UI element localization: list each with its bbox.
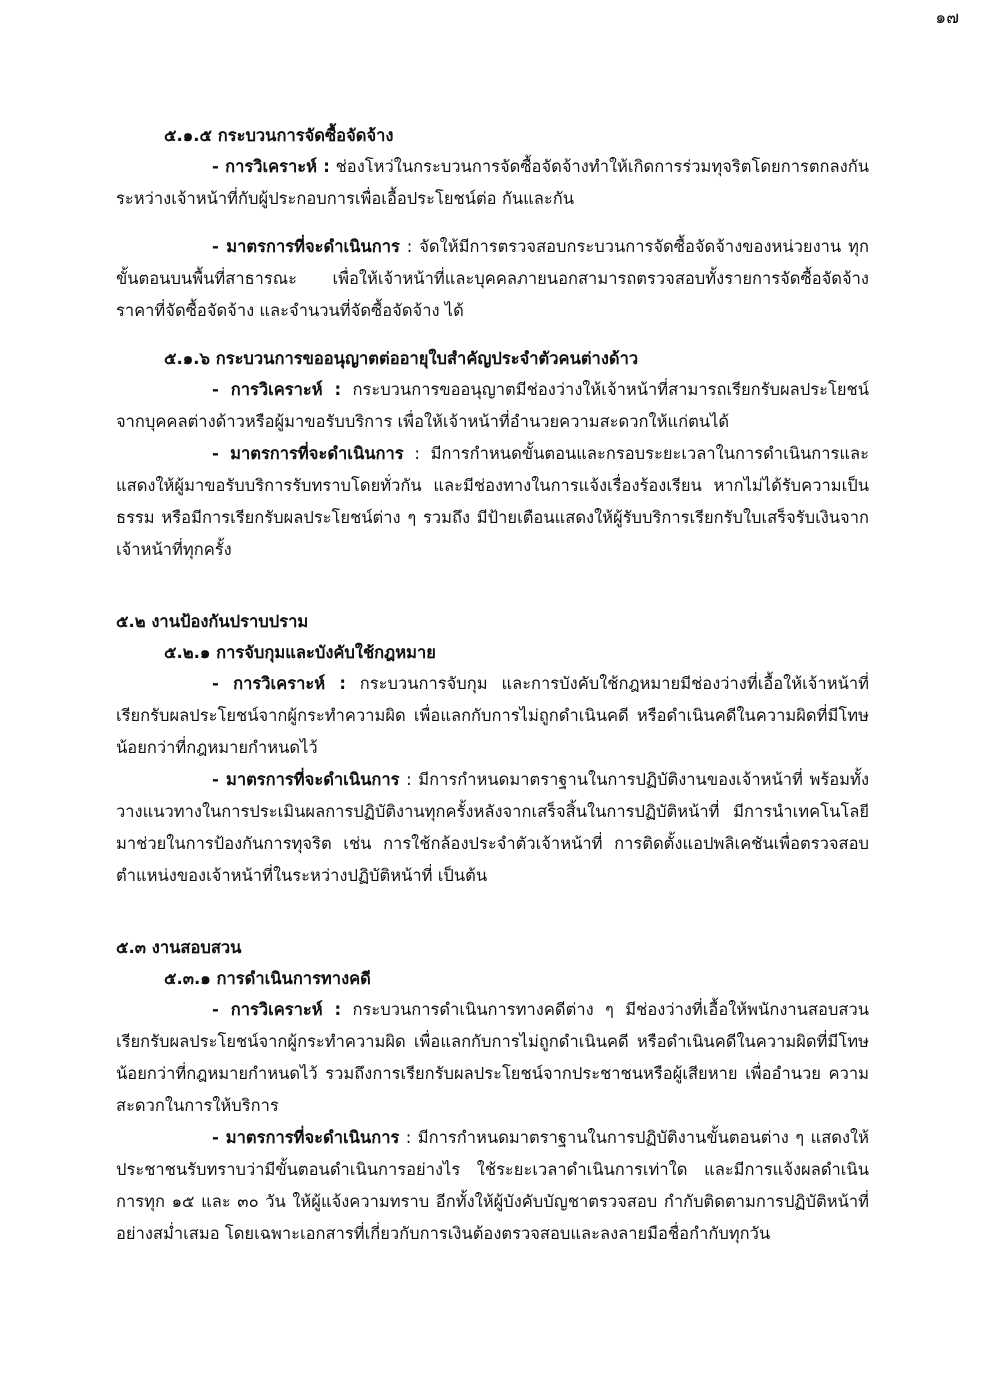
measure-text: : มีการกำหนดมาตราฐานในการปฏิบัติงานขั้นตอนต่าง ๆ แสดงให้ประชาชนรับทราบว่ามีขั้นตอนดำเนินการอย่างไร ใช้ระยะเวลาดำเนินการเท่าใด และมีการแจ้งผลดำเนินการทุก ๑๕ และ ๓๐ วัน ให้ผู้แจ้งความทราบ อีกทั้งให้ผู้บังคับบัญชาตรวจสอบ กำกับติดตามการปฏิบัติหน้าที่อย่างสม่ำเสมอ โดยเฉพาะเอกสารที่เกี่ยวกับการเงินต้องตรวจสอบและลงลายมือชื่อกำกับทุกวัน (116, 1128, 869, 1243)
analysis-text: กระบวนการดำเนินการทางคดีต่าง ๆ มีช่องว่างที่เอื้อให้พนักงานสอบสวนเรียกรับผลประโยชน์จากผู้กระทำความผิด เพื่อแลกกับการไม่ถูกดำเนินคดี หรือดำเนินคดีในความผิดที่มีโทษน้อยกว่าที่กฎหมายกำหนดไว้ รวมถึงการเรียกรับผลประโยชน์จากประชาชนหรือผู้เสียหาย เพื่ออำนวย ความสะดวกในการให้บริการ (116, 1000, 869, 1115)
measure-label: - มาตรการที่จะดำเนินการ (212, 237, 400, 256)
heading-5-3: ๕.๓ งานสอบสวน (116, 938, 242, 957)
analysis-label: - การวิเคราะห์ : (212, 157, 330, 176)
measure-text: : จัดให้มีการตรวจสอบกระบวนการจัดซื้อจัดจ้างของหน่วยงาน ทุกขั้นตอนบนพื้นที่สาธารณะ เพื่อให้เจ้าหน้าที่และบุคคลภายนอกสามารถตรวจสอบทั้งรายการจัดซื้อจัดจ้าง ราคาที่จัดซื้อจัดจ้าง และจำนวนที่จัดซื้อจัดจ้าง ได้ (116, 237, 869, 320)
analysis-text: ช่องโหว่ในกระบวนการจัดซื้อจัดจ้างทำให้เกิดการร่วมทุจริตโดยการตกลงกันระหว่างเจ้าหน้าที่กับผู้ประกอบการเพื่อเอื้อประโยชน์ต่อ กันและกัน (116, 157, 869, 208)
analysis-label: - การวิเคราะห์ : (212, 674, 346, 693)
measure-label: - มาตรการที่จะดำเนินการ (212, 444, 404, 463)
heading-5-3-1: ๕.๓.๑ การดำเนินการทางคดี (164, 969, 371, 988)
measure-label: - มาตรการที่จะดำเนินการ (212, 770, 400, 789)
measure-paragraph (116, 438, 869, 566)
heading-5-2-1: ๕.๒.๑ การจับกุมและบังคับใช้กฎหมาย (164, 643, 436, 662)
measure-paragraph (116, 764, 869, 892)
analysis-paragraph (116, 668, 869, 764)
heading-5-1-6: ๕.๑.๖ กระบวนการขออนุญาตต่ออายุใบสำคัญประจำตัวคนต่างด้าว (164, 349, 639, 368)
heading-5-2: ๕.๒ งานป้องกันปราบปราม (116, 612, 309, 631)
document-body (116, 120, 869, 1250)
analysis-paragraph (116, 994, 869, 1122)
analysis-paragraph (116, 374, 869, 438)
measure-label: - มาตรการที่จะดำเนินการ (212, 1128, 400, 1147)
analysis-label: - การวิเคราะห์ : (212, 380, 342, 399)
analysis-label: - การวิเคราะห์ : (212, 1000, 342, 1019)
analysis-text: กระบวนการจับกุม และการบังคับใช้กฎหมายมีช่องว่างที่เอื้อให้เจ้าหน้าที่ เรียกรับผลประโยชน์จากผู้กระทำความผิด เพื่อแลกกับการไม่ถูกดำเนินคดี หรือดำเนินคดีในความผิดที่มีโทษน้อยกว่าที่กฎหมายกำหนดไว้ (116, 674, 869, 757)
analysis-paragraph (116, 151, 869, 215)
page-number: ๑๗ (935, 8, 959, 28)
analysis-text: กระบวนการขออนุญาตมีช่องว่างให้เจ้าหน้าที่สามารถเรียกรับผลประโยชน์ จากบุคคลต่างด้าวหรือผู้มาขอรับบริการ เพื่อให้เจ้าหน้าที่อำนวยความสะดวกให้แก่ตนได้ (116, 380, 869, 431)
measure-text: : มีการกำหนดขั้นตอนและกรอบระยะเวลาในการดำเนินการและแสดงให้ผู้มาขอรับบริการรับทราบโดยทั่วกัน และมีช่องทางในการแจ้งเรื่องร้องเรียน หากไม่ได้รับความเป็นธรรม หรือมีการเรียกรับผลประโยชน์ต่าง ๆ รวมถึง มีป้ายเตือนแสดงให้ผู้รับบริการเรียกรับใบเสร็จรับเงินจากเจ้าหน้าที่ทุกครั้ง (116, 444, 870, 559)
measure-paragraph (116, 1122, 869, 1250)
measure-text: : มีการกำหนดมาตราฐานในการปฏิบัติงานของเจ้าหน้าที่ พร้อมทั้งวางแนวทางในการประเมินผลการปฏิบัติงานทุกครั้งหลังจากเสร็จสิ้นในการปฏิบัติหน้าที่ มีการนำเทคโนโลยีมาช่วยในการป้องกันการทุจริต เช่น การใช้กล้องประจำตัวเจ้าหน้าที่ การติดตั้งแอปพลิเคชันเพื่อตรวจสอบตำแหน่งของเจ้าหน้าที่ในระหว่างปฏิบัติหน้าที่ เป็นต้น (116, 770, 869, 885)
heading-5-1-5: ๕.๑.๕ กระบวนการจัดซื้อจัดจ้าง (164, 126, 394, 145)
measure-paragraph (116, 231, 869, 327)
